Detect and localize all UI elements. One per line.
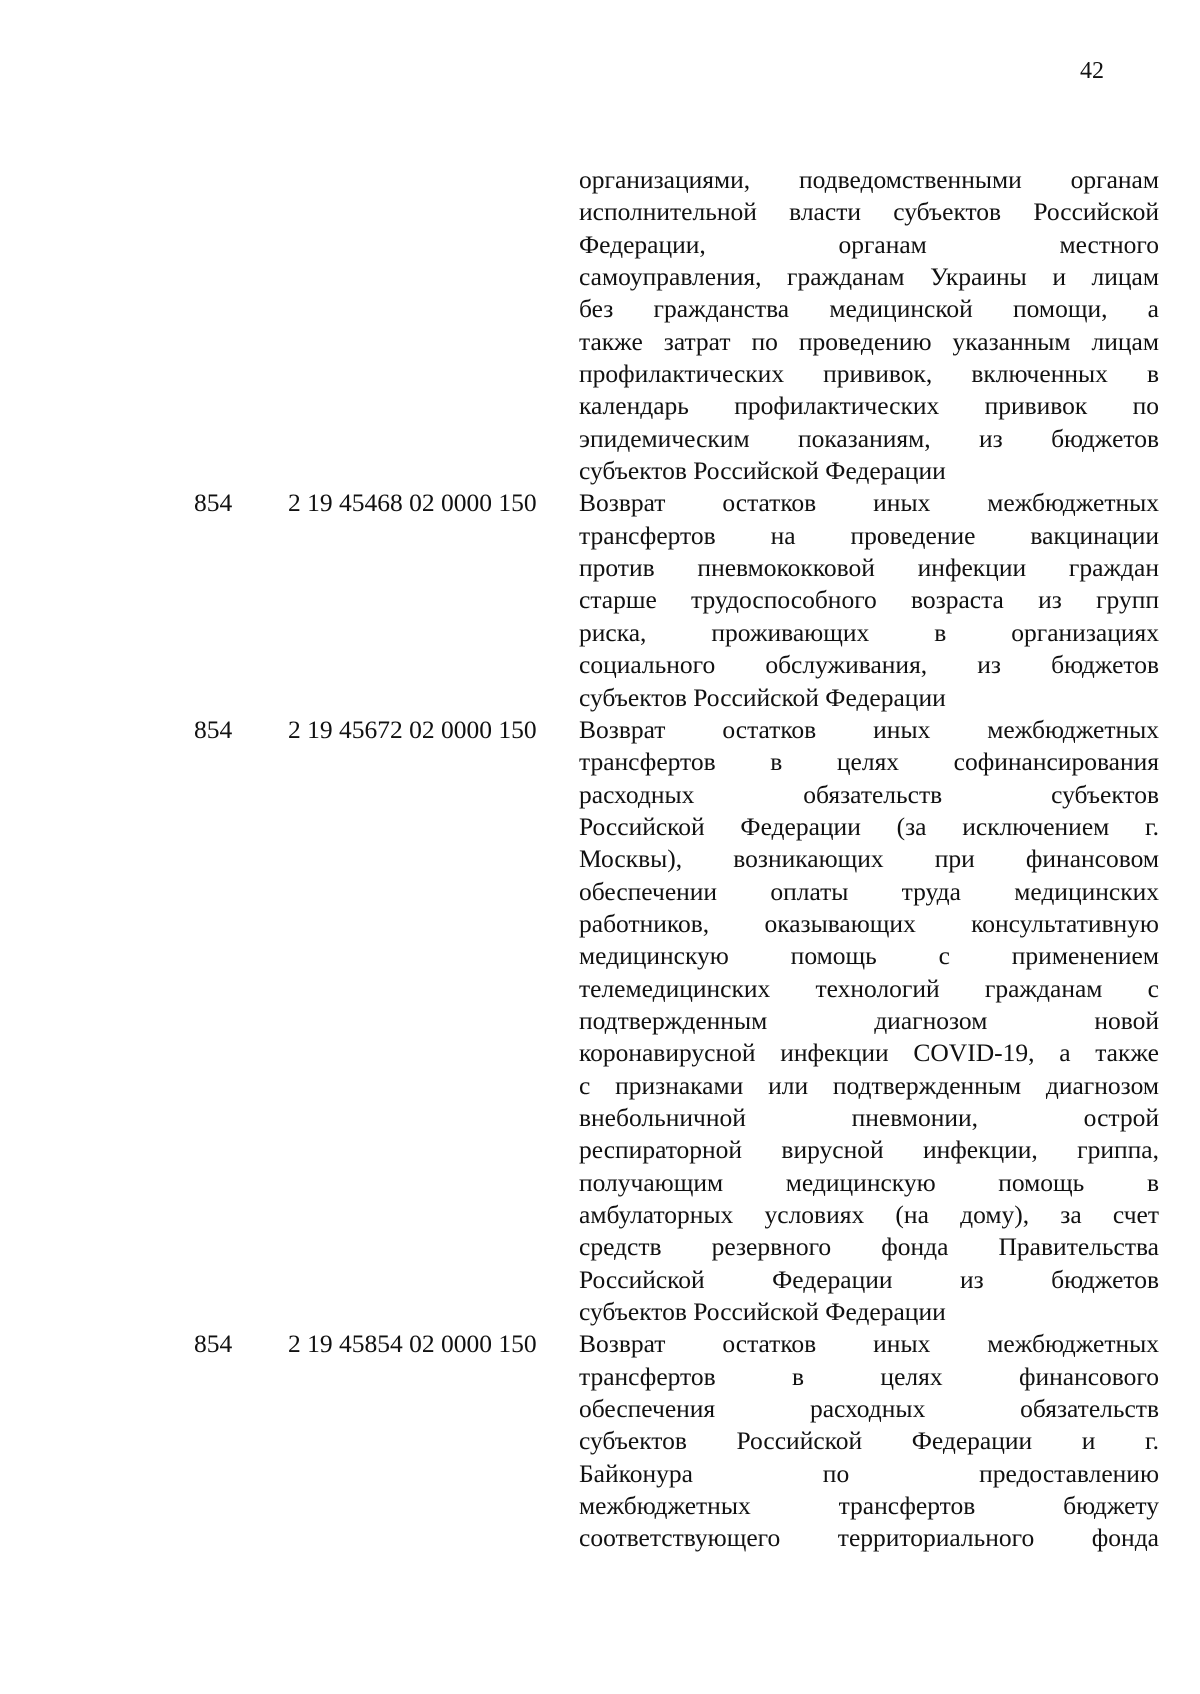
description-line: Возврат остатков иных межбюджетных xyxy=(579,1329,1159,1359)
row-description xyxy=(579,487,1159,713)
description-line: против пневмококковой инфекции граждан xyxy=(579,553,1159,583)
row-description xyxy=(579,164,1159,487)
description-line: старше трудоспособного возраста из групп xyxy=(579,585,1159,615)
description-line: субъектов Российской Федерации xyxy=(579,456,946,486)
description-line: внебольничной пневмонии, острой xyxy=(579,1102,1159,1132)
table-row xyxy=(0,487,1200,713)
description-line: Российской Федерации (за исключением г. xyxy=(579,811,1159,841)
description-line: обеспечении оплаты труда медицинских xyxy=(579,876,1159,906)
table-row xyxy=(0,714,1200,1329)
admin-code: 854 xyxy=(194,488,233,518)
description-line: расходных обязательств субъектов xyxy=(579,779,1159,809)
row-description xyxy=(579,714,1159,1329)
description-line: телемедицинских технологий гражданам с xyxy=(579,973,1159,1003)
row-description xyxy=(579,1328,1159,1554)
admin-code: 854 xyxy=(194,1329,233,1359)
budget-code: 2 19 45672 02 0000 150 xyxy=(288,714,537,744)
description-line: трансфертов в целях финансового xyxy=(579,1361,1159,1391)
description-line: респираторной вирусной инфекции, гриппа, xyxy=(579,1135,1159,1165)
description-line: соответствующего территориального фонда xyxy=(579,1523,1159,1553)
description-line: без гражданства медицинской помощи, а xyxy=(579,294,1159,324)
description-line: риска, проживающих в организациях xyxy=(579,617,1159,647)
description-line: Москвы), возникающих при финансовом xyxy=(579,844,1159,874)
admin-code: 854 xyxy=(194,714,233,744)
description-line: получающим медицинскую помощь в xyxy=(579,1167,1159,1197)
budget-code: 2 19 45468 02 0000 150 xyxy=(288,488,537,518)
budget-classification-table xyxy=(0,164,1200,1555)
table-row xyxy=(0,1328,1200,1554)
description-line: амбулаторных условиях (на дому), за счет xyxy=(579,1200,1159,1229)
description-line: коронавирусной инфекции COVID-19, а также xyxy=(579,1038,1159,1068)
description-line: также затрат по проведению указанным лицам xyxy=(579,326,1159,356)
description-line: медицинскую помощь с применением xyxy=(579,941,1159,971)
description-line: профилактических прививок, включенных в xyxy=(579,359,1159,389)
page-number: 42 xyxy=(1080,58,1104,84)
description-line: организациями, подведомственными органам xyxy=(579,165,1159,194)
description-line: работников, оказывающих консультативную xyxy=(579,908,1159,938)
description-line: эпидемическим показаниям, из бюджетов xyxy=(579,423,1159,453)
description-line: трансфертов на проведение вакцинации xyxy=(579,520,1159,550)
description-line: социального обслуживания, из бюджетов xyxy=(579,650,1159,680)
description-line: Байконура по предоставлению xyxy=(579,1458,1159,1488)
description-line: самоуправления, гражданам Украины и лицам xyxy=(579,262,1159,292)
description-line: с признаками или подтвержденным диагнозом xyxy=(579,1070,1159,1100)
description-line: трансфертов в целях софинансирования xyxy=(579,747,1159,777)
description-line: средств резервного фонда Правительства xyxy=(579,1232,1159,1262)
description-line: подтвержденным диагнозом новой xyxy=(579,1005,1159,1035)
description-line: Возврат остатков иных межбюджетных xyxy=(579,714,1159,744)
description-line: календарь профилактических прививок по xyxy=(579,391,1159,421)
description-line: обеспечения расходных обязательств xyxy=(579,1394,1159,1424)
table-row xyxy=(0,164,1200,487)
description-line: Федерации, органам местного xyxy=(579,229,1159,259)
description-line: субъектов Российской Федерации xyxy=(579,682,946,712)
description-line: Возврат остатков иных межбюджетных xyxy=(579,488,1159,518)
description-line: исполнительной власти субъектов Российской xyxy=(579,197,1159,227)
budget-code: 2 19 45854 02 0000 150 xyxy=(288,1329,537,1359)
description-line: Российской Федерации из бюджетов xyxy=(579,1264,1159,1294)
description-line: субъектов Российской Федерации xyxy=(579,1297,946,1327)
description-line: межбюджетных трансфертов бюджету xyxy=(579,1491,1159,1521)
description-line: субъектов Российской Федерации и г. xyxy=(579,1426,1159,1456)
